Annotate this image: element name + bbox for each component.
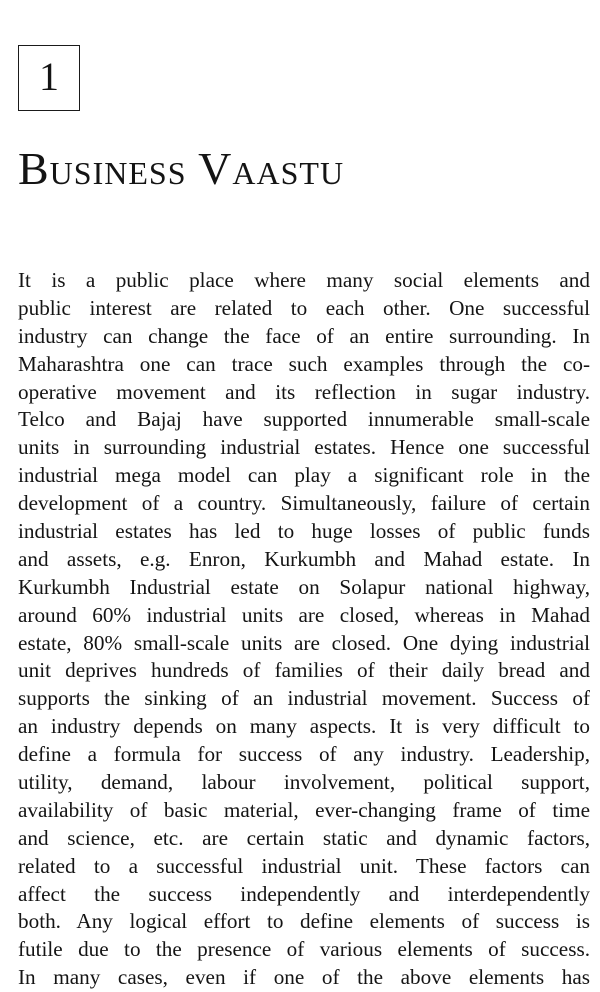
text-line: define a formula for success of any industry. Leadership,	[18, 742, 590, 767]
chapter-number: 1	[39, 54, 59, 99]
text-line: and science, etc. are certain static and dynamic factors,	[18, 825, 590, 850]
body-paragraph	[18, 267, 590, 992]
chapter-title: Business Vaastu	[18, 143, 345, 194]
text-line: In many cases, even if one of the above elements has	[18, 965, 590, 990]
text-line: Maharashtra one can trace such examples through the co-	[18, 351, 590, 376]
text-line: futile due to the presence of various elements of success.	[18, 937, 590, 962]
text-line: Kurkumbh Industrial estate on Solapur national highway,	[18, 574, 590, 599]
text-line: industrial mega model can play a significant role in the	[18, 463, 590, 488]
text-line: affect the success independently and interdependently	[18, 881, 590, 906]
text-line: related to a successful industrial unit. These factors can	[18, 853, 590, 878]
text-line: around 60% industrial units are closed, whereas in Mahad	[18, 602, 590, 627]
text-line: units in surrounding industrial estates. Hence one successful	[18, 435, 590, 460]
text-line: Telco and Bajaj have supported innumerable small-scale	[18, 407, 590, 432]
text-line: industry can change the face of an entire surrounding. In	[18, 323, 590, 348]
text-line: utility, demand, labour involvement, political support,	[18, 770, 590, 795]
text-line: both. Any logical effort to define elements of success is	[18, 909, 590, 934]
text-line: It is a public place where many social elements and	[18, 268, 590, 292]
text-line: an industry depends on many aspects. It is very difficult to	[18, 714, 590, 739]
text-line: unit deprives hundreds of families of their daily bread and	[18, 658, 590, 683]
text-line: industrial estates has led to huge losses of public funds	[18, 519, 590, 544]
text-line: estate, 80% small-scale units are closed. One dying industrial	[18, 630, 590, 655]
text-line: and assets, e.g. Enron, Kurkumbh and Mahad estate. In	[18, 546, 590, 571]
text-line: development of a country. Simultaneously, failure of certain	[18, 491, 590, 516]
text-line: operative movement and its reflection in sugar industry.	[18, 379, 590, 404]
text-line: availability of basic material, ever-changing frame of time	[18, 797, 590, 822]
chapter-number-box	[18, 45, 80, 111]
text-line: public interest are related to each other. One successful	[18, 295, 590, 320]
text-line: supports the sinking of an industrial movement. Success of	[18, 686, 590, 711]
